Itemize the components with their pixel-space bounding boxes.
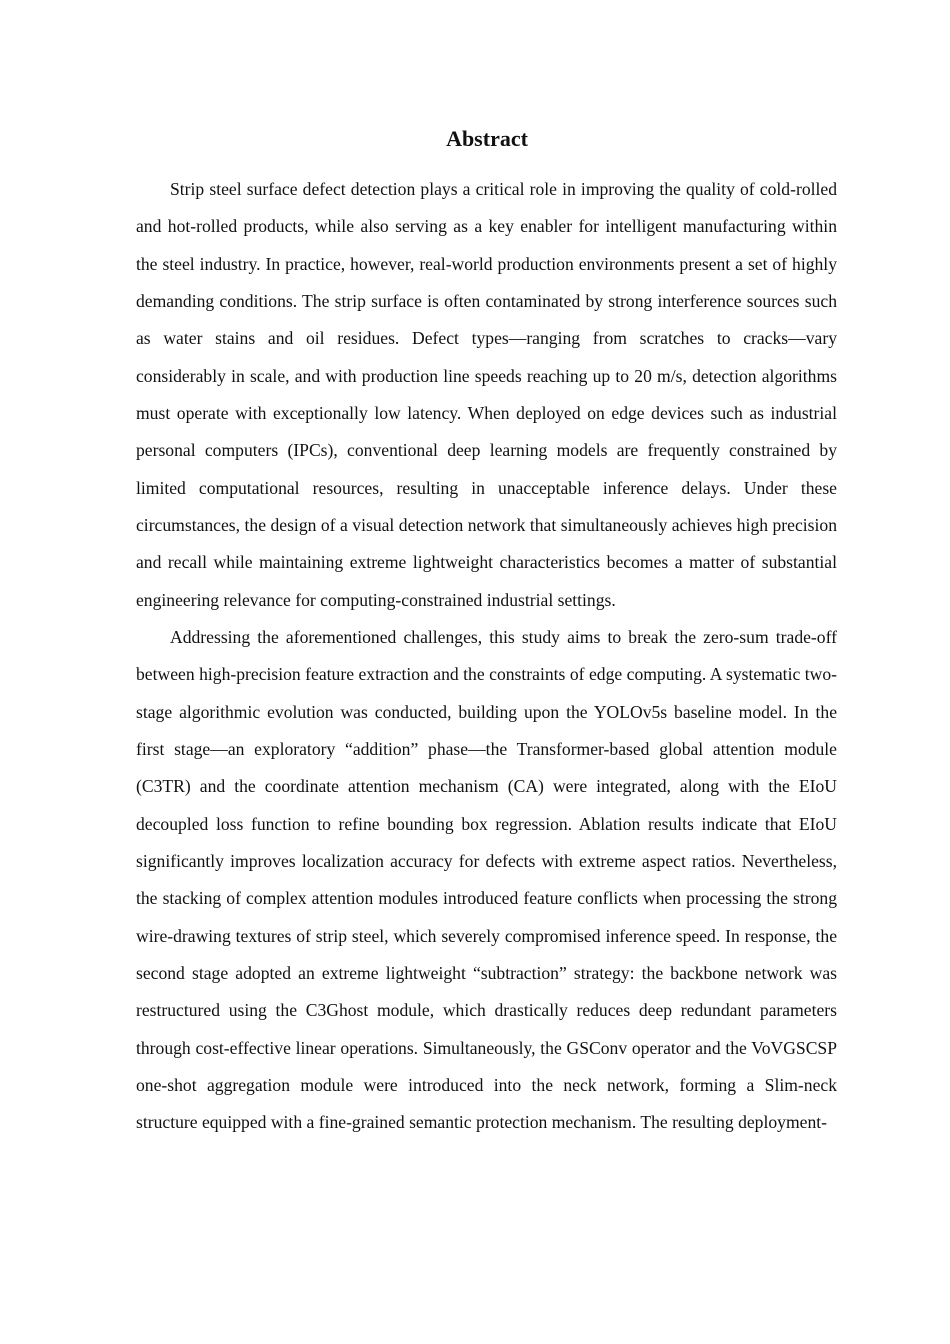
abstract-paragraph-2: Addressing the aforementioned challenges, this study aims to break the zero-sum trade-off between high-precision feature extraction and the constraints of edge computing. A systematic two-stage algorithmic evolution was conducted, building upon the YOLOv5s baseline model. In the first stage—an exploratory “addition” phase—the Transformer-based global attention module (C3TR) and the coordinate attention mechanism (CA) were integrated, along with the EIoU decoupled loss function to refine bounding box regression. Ablation results indicate that EIoU significantly improves localization accuracy for defects with extreme aspect ratios. Nevertheless, the stacking of complex attention modules introduced feature conflicts when processing the strong wire-drawing textures of strip steel, which severely compromised inference speed. In response, the second stage adopted an extreme lightweight “subtraction” strategy: the backbone network was restructured using the C3Ghost module, which drastically reduces deep redundant parameters through cost-effective linear operations. Simultaneously, the GSConv operator and the VoVGSCSP one-shot aggregation module were introduced into the neck network, forming a Slim-neck structure equipped with a fine-grained semantic protection mechanism. The resulting deployment- — [136, 626, 837, 1133]
abstract-heading: Abstract — [446, 126, 528, 151]
abstract-body — [136, 171, 837, 1142]
abstract-paragraph-1: Strip steel surface defect detection plays a critical role in improving the quality of cold-rolled and hot-rolled products, while also serving as a key enabler for intelligent manufacturing within the steel industry. In practice, however, real-world production environments present a set of highly demanding conditions. The strip surface is often contaminated by strong interference sources such as water stains and oil residues. Defect types—ranging from scratches to cracks—vary considerably in scale, and with production line speeds reaching up to 20 m/s, detection algorithms must operate with exceptionally low latency. When deployed on edge devices such as industrial personal computers (IPCs), conventional deep learning models are frequently constrained by limited computational resources, resulting in unacceptable inference delays. Under these circumstances, the design of a visual detection network that simultaneously achieves high precision and recall while maintaining extreme lightweight characteristics becomes a matter of substantial engineering relevance for computing-constrained industrial settings. — [136, 179, 837, 610]
